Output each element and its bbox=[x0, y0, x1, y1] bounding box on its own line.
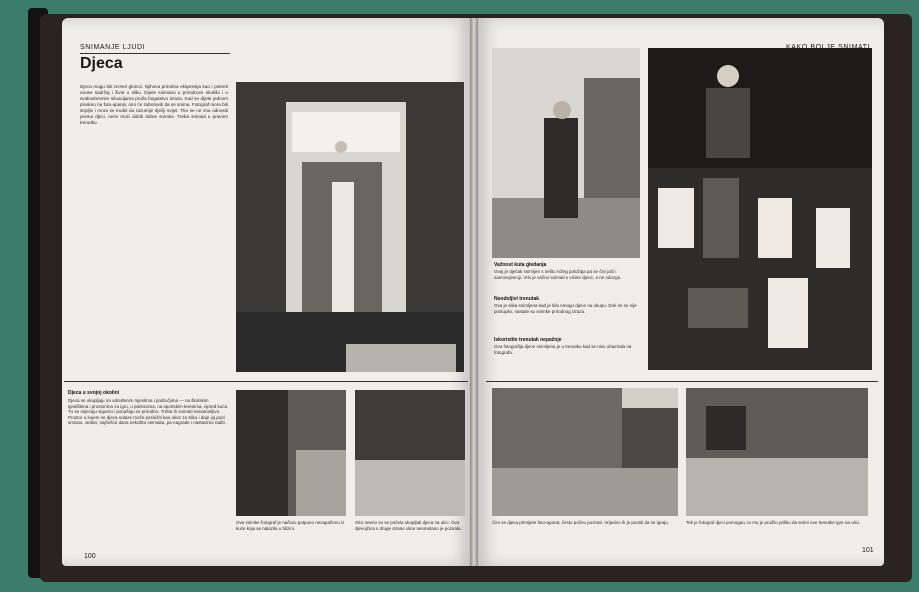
photo-children-play-street bbox=[686, 388, 868, 516]
caption-c: Čim se djeca primijete foto-aparat, često počnu pozirati. Vrijedno ih je pustiti da se igraju. bbox=[492, 520, 669, 525]
block-title: Djeca u svojoj okolini bbox=[68, 390, 120, 396]
section-label: SNIMANJE LJUDI bbox=[80, 44, 146, 51]
caption-1-title: Važnost kuta gledanja bbox=[494, 262, 547, 268]
photo-mother-child bbox=[236, 82, 464, 372]
page-title: Djeca bbox=[80, 55, 123, 72]
page-number-right: 101 bbox=[862, 547, 874, 554]
photo-girl-street bbox=[355, 390, 465, 516]
bottom-rule-right bbox=[486, 381, 878, 382]
page-number-left: 100 bbox=[84, 553, 96, 560]
bottom-rule-left bbox=[64, 381, 468, 382]
caption-2-text: Ova je slika snimljena kad je bilo mnogo djece na okupu. Dok im se nije pristupilo, nastale su snimke prirodnog izraza. bbox=[494, 303, 637, 314]
caption-2-title: Neodoljivi trenutak bbox=[494, 296, 540, 302]
photo-group-of-children bbox=[648, 48, 872, 370]
caption-b: Oko neeno su se počela okupljati djeca na ulici. Ova djevojčica s druge strane ulice nesmetano je pozirala. bbox=[355, 520, 462, 531]
caption-3-text: Ova fotografija djece snimljena je u trenutku kad se nisu obazirala na fotografa. bbox=[494, 344, 632, 355]
caption-1-text: Ovaj je dječak snimljen s nešto nižeg položaja pa se čini jači i samosvjesniji. Vrlo je važno snimati s visine djece, a ne odozgo. bbox=[494, 269, 622, 280]
caption-3-title: Iskoristite trenutak nepažnje bbox=[494, 337, 562, 343]
photo-boy-street bbox=[492, 48, 640, 258]
photo-boy-at-wall bbox=[236, 390, 346, 516]
book-gutter bbox=[470, 18, 478, 566]
caption-d: Tek je fotograf djeci pomogao, to mu je pružilo priliku da snimi ove trenutke igre na ulici. bbox=[686, 520, 861, 525]
photo-children-running bbox=[492, 388, 678, 516]
body-text: Djeca mogu biti izvrsni glumci. Njihova prirodna ekspresija kao i pokreti unose sadržaj i život u sliku. Dijete snimano u prirodnom okolišu i u svakodnevnim situacijama pruža bogatstvo izraza. Kad se dijete jednom priviknu na foto-aparat, ono će zaboraviti da se snima. Fotograf mora biti strpljiv i mora se truditi da razumije dječji svijet. Tko se ne zna odnositi prema djeci, neće moći dobiti dobre snimke. Treba snimati u pravom trenutku. bbox=[80, 84, 228, 125]
caption-a: Ove snimke fotograf je načinio potpuno nezapaženo iz kuće koja se nalazila u blizini. bbox=[236, 520, 345, 531]
block-text: Djeca se okupljaju na određenim mjestima i područjima — na školskim igralištima i prostorima za igru, u parkovima, na sportskim terenima, ispred kuća. Tu se osjećaju sigurno i ponašaju se prirodno. Treba ih snimati nenametljivo. Prostor u kojem se djeca nalaze može poslužiti kao okvir za sliku i daje joj puni smisao. Jedan, najčešće dana nekoliko snimaka, pa nagrade i nastavimo raditi. bbox=[68, 398, 229, 426]
section-rule bbox=[80, 53, 230, 54]
